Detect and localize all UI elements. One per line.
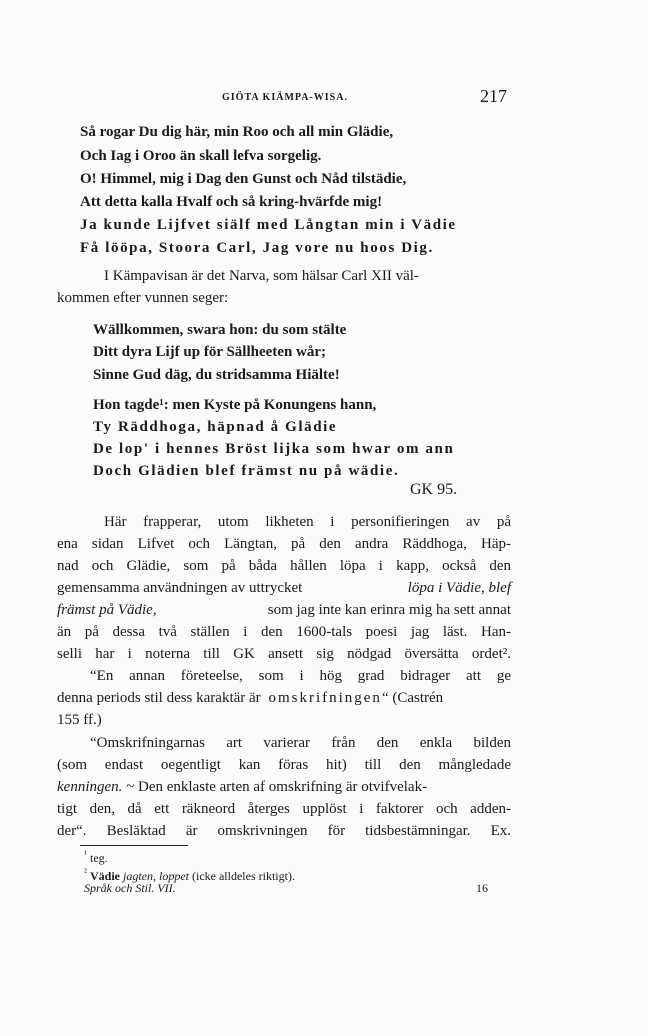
footnote-text: (icke alldeles riktigt). bbox=[192, 869, 295, 883]
body-line: ena sidan Lifvet och Längtan, på den andra Räddhoga, Häp- bbox=[57, 536, 511, 552]
body-line bbox=[57, 686, 511, 710]
poem2-line: Sinne Gud däg, du stridsamma Hiälte! bbox=[93, 367, 340, 383]
body-text: som jag inte kan erinra mig ha sett annat bbox=[267, 602, 511, 618]
body-line: än på dessa två ställen i den 1600-tals poesi jag läst. Han- bbox=[57, 624, 511, 640]
body-italic: löpa i Vädie, blef bbox=[407, 580, 511, 596]
body-line bbox=[57, 576, 511, 600]
poem2-line: Wällkommen, swara hon: du som stälte bbox=[93, 322, 347, 338]
body-line: Här frapperar, utom likheten i personifieringen av på bbox=[104, 514, 511, 530]
footnote-italic: jagten, loppet bbox=[123, 869, 189, 883]
poem1-line: Att detta kalla Hvalf och så kring-hvärfde mig! bbox=[80, 194, 383, 210]
body-text: gemensamma användningen av uttrycket bbox=[57, 580, 303, 596]
body-line bbox=[57, 775, 511, 799]
body-line: nad och Glädie, som på båda hållen löpa i kapp, också den bbox=[57, 558, 511, 574]
body-line: tigt den, då ett räkneord återges upplöst i faktorer och adden- bbox=[57, 801, 511, 817]
footnote-text: teg. bbox=[90, 851, 108, 865]
poem2-line: Hon tagde¹: men Kyste på Konungens hann, bbox=[93, 397, 377, 413]
intro-line: I Kämpavisan är det Narva, som hälsar Carl XII väl- bbox=[104, 268, 419, 284]
poem1-line: O! Himmel, mig i Dag den Gunst och Nåd tilstädie, bbox=[80, 171, 407, 187]
running-title: GIÖTA KIÄMPA-WISA. bbox=[222, 92, 348, 103]
citation: GK 95. bbox=[410, 481, 458, 498]
poem2-line: Doch Glädien blef främst nu på wädie. bbox=[93, 463, 400, 479]
body-text: “ (Castrén bbox=[381, 690, 444, 706]
poem2-line: Ty Räddhoga, häpnad å Glädie bbox=[93, 419, 338, 435]
poem2-line: Ditt dyra Lijf up för Sällheeten wår; bbox=[93, 344, 327, 360]
poem1-line: Få lööpa, Stoora Carl, Jag vore nu hoos Dig. bbox=[80, 240, 434, 256]
body-line: der“. Besläktad är omskrivningen för tidsbestämningar. Ex. bbox=[57, 823, 511, 839]
body-text: denna periods stil dess karaktär är bbox=[57, 690, 261, 706]
body-spaced: omskrifningen bbox=[268, 690, 382, 706]
footer-signature: Språk och Stil. VII. bbox=[84, 881, 176, 895]
body-line: selli har i noterna till GK ansett sig nödgad översätta ordet². bbox=[57, 646, 511, 662]
poem1-line: Ja kunde Lijfvet siälf med Långtan min i Vädie bbox=[80, 217, 457, 233]
poem1-line: Och Iag i Oroo än skall lefva sorgelig. bbox=[80, 148, 322, 164]
body-line: 155 ff.) bbox=[57, 712, 102, 728]
footnote-word: Vädie bbox=[90, 869, 120, 883]
intro-line: kommen efter vunnen seger: bbox=[57, 290, 229, 306]
poem1-line: Så rogar Du dig här, min Roo och all min Glädie, bbox=[80, 124, 394, 140]
body-italic: främst på Vädie, bbox=[57, 602, 157, 618]
footnote-mark: ¹ bbox=[84, 849, 87, 860]
body-text: ~ Den enklaste arten af omskrifning är otvifvelak- bbox=[122, 779, 428, 795]
poem2-line: De lop' i hennes Bröst lijka som hwar om ann bbox=[93, 441, 455, 457]
body-line: (som endast oegentligt kan föras hit) till den mångledade bbox=[57, 757, 511, 773]
body-line: “En annan företeelse, som i hög grad bidrager att ge bbox=[90, 668, 511, 684]
body-italic: kenningen. bbox=[57, 779, 123, 795]
body-line bbox=[57, 598, 511, 622]
footnote-mark: ² bbox=[84, 867, 87, 878]
page-number: 217 bbox=[480, 86, 507, 106]
body-line: “Omskrifningarnas art varierar från den enkla bilden bbox=[90, 735, 511, 751]
footer-sheet-number: 16 bbox=[476, 881, 488, 895]
